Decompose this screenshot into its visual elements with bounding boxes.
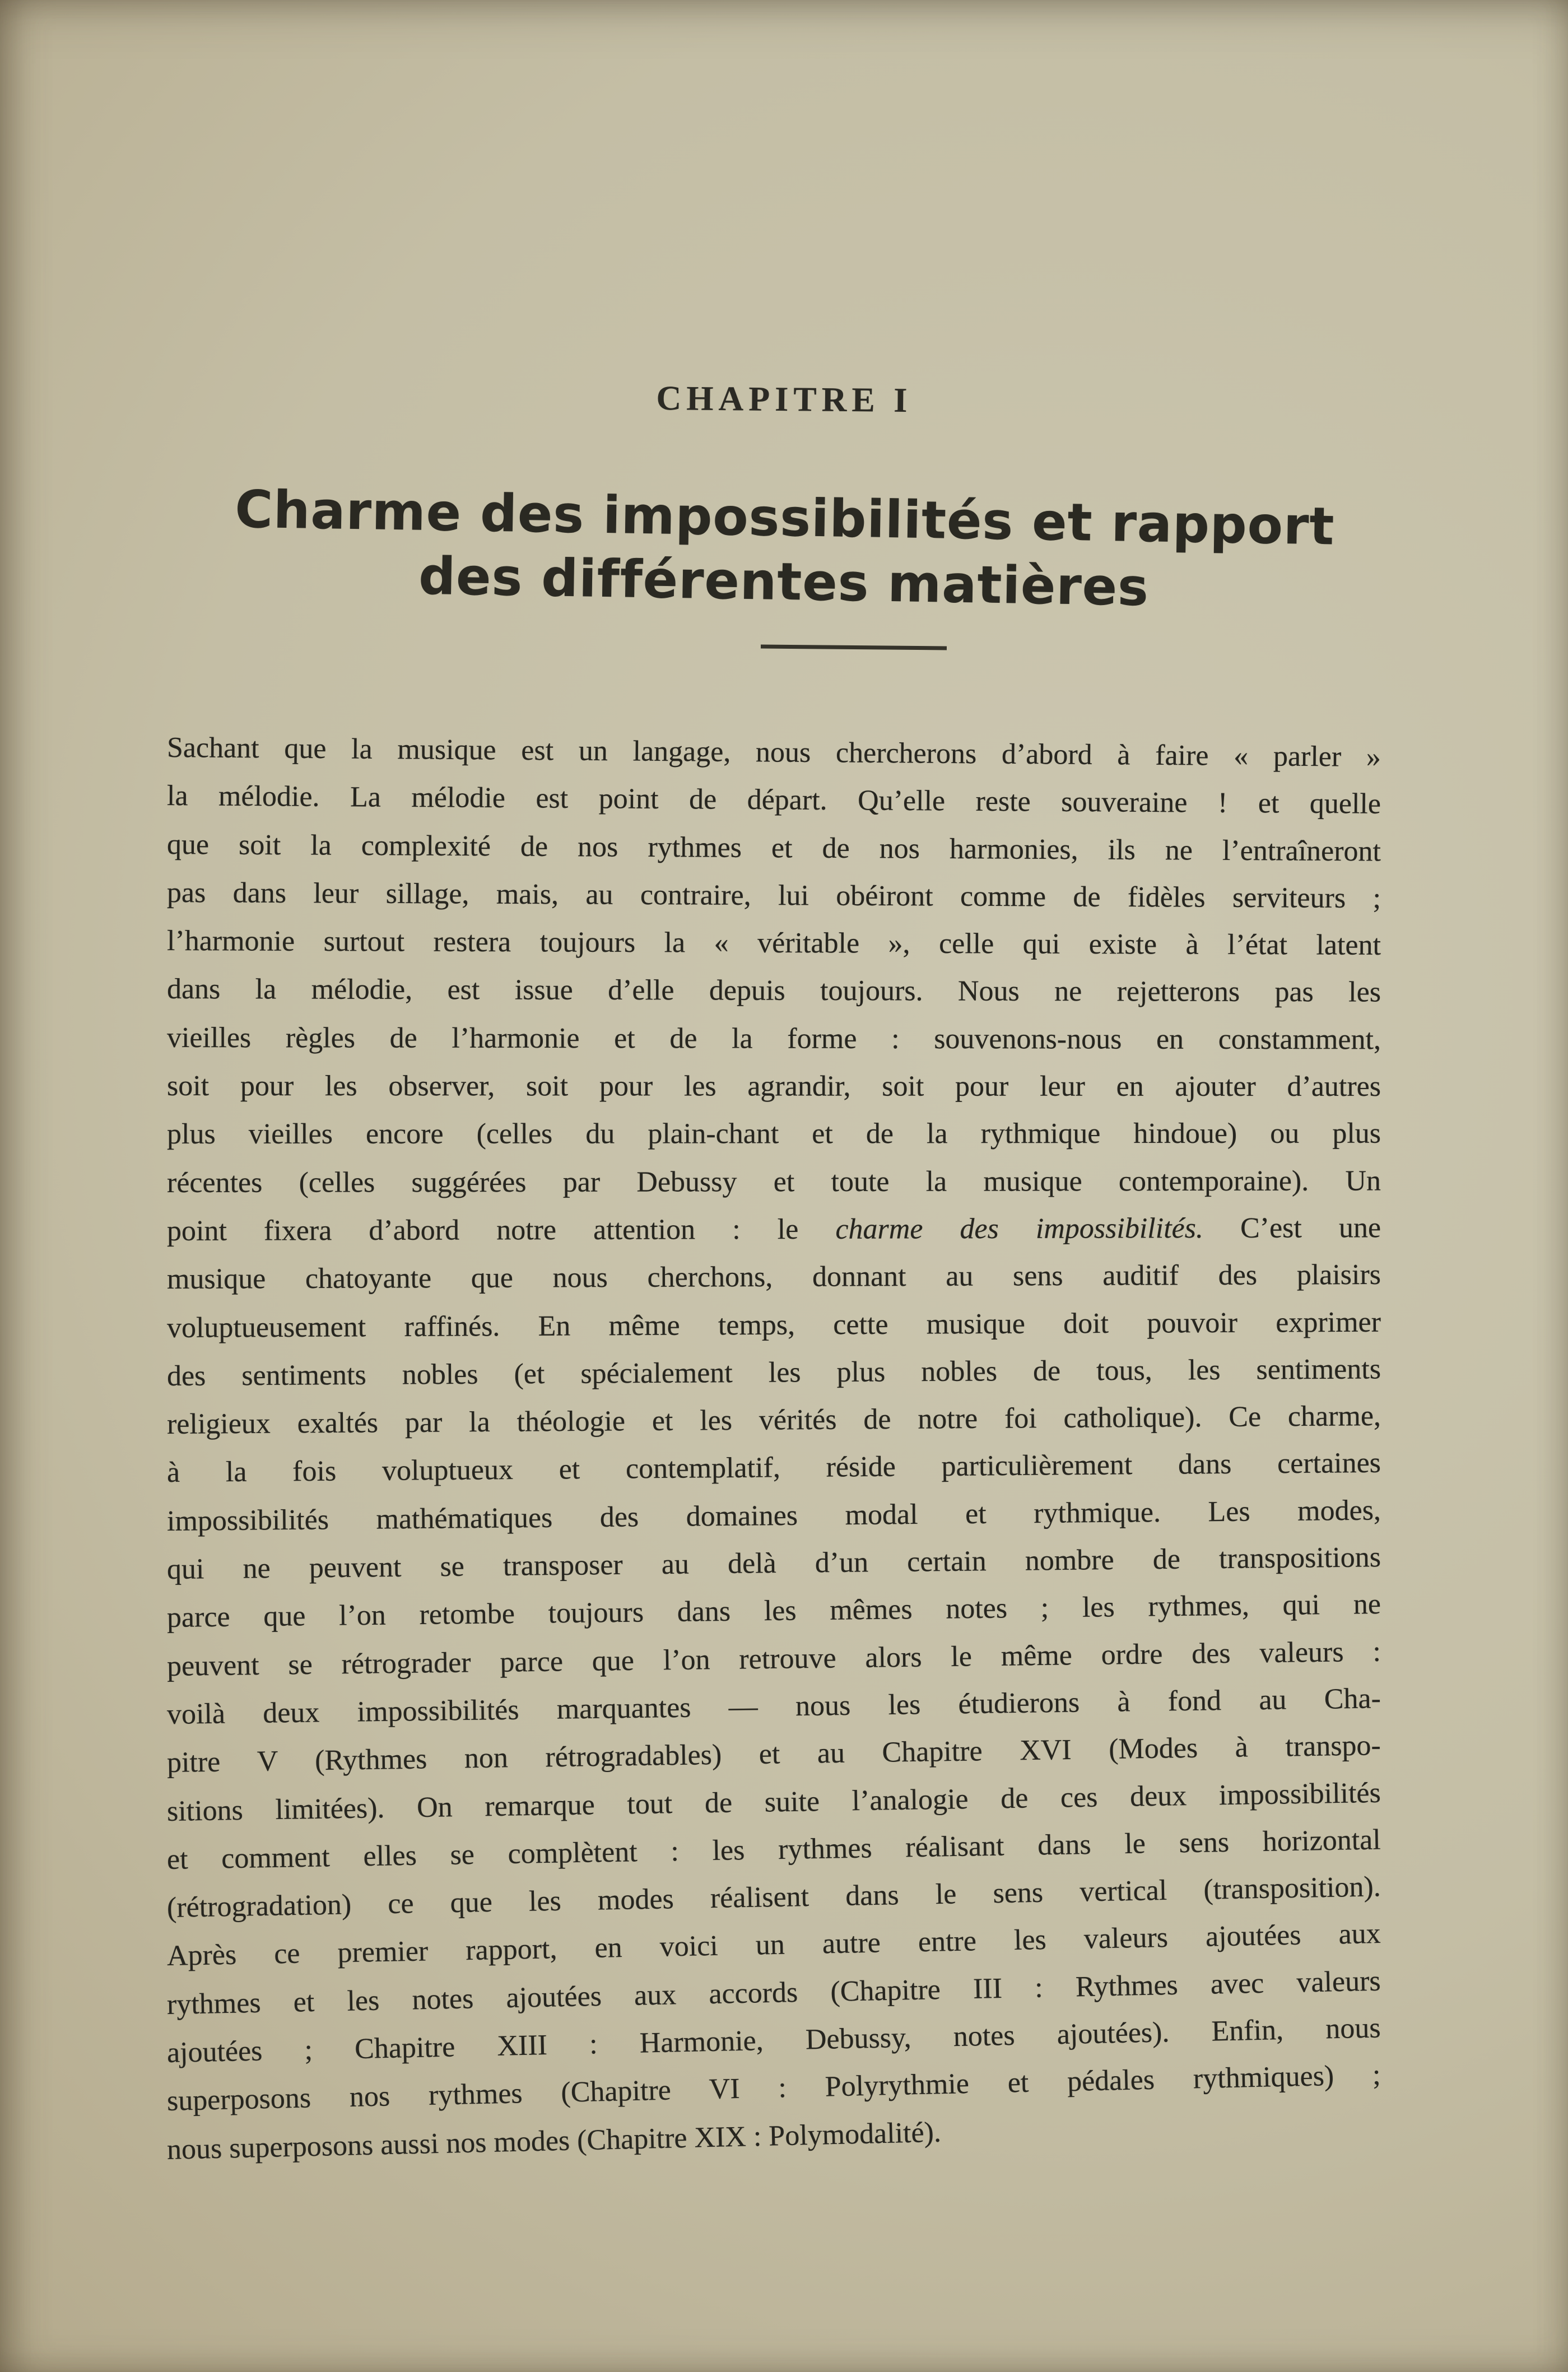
text-segment: à la fois voluptueux et contemplatif, réside particulièrement dans certaines xyxy=(166,1447,1381,1489)
text-segment: ajoutées ; Chapitre XIII : Harmonie, Debussy, notes ajoutées). Enfin, nous xyxy=(166,2012,1381,2069)
text-line xyxy=(167,1204,1381,1255)
text-segment: dans la mélodie, est issue d’elle depuis toujours. Nous ne rejetterons pas les xyxy=(166,973,1381,1009)
text-segment: pitre V (Rythmes non rétrogradables) et au Chapitre XVI (Modes à transpo- xyxy=(166,1729,1381,1779)
text-segment: des sentiments nobles (et spécialement les plus nobles de tous, les sentiments xyxy=(166,1353,1381,1392)
chapter-title-line1: Charme des impossibilités et rapport xyxy=(234,479,1336,557)
chapter-title-line2: des différentes matières xyxy=(418,546,1150,618)
text-segment: peuvent se rétrograder parce que l’on retrouve alors le même ordre des valeurs : xyxy=(166,1635,1381,1682)
text-segment: superposons nos rythmes (Chapitre VI : Polyrythmie et pédales rythmiques) ; xyxy=(166,2059,1381,2118)
text-line xyxy=(167,869,1381,923)
text-line xyxy=(167,965,1381,1017)
text-line xyxy=(167,821,1381,876)
text-segment: religieux exaltés par la théologie et les vérités de notre foi catholique). Ce charme, xyxy=(166,1400,1381,1441)
text-segment: C’est une xyxy=(1203,1212,1381,1245)
text-segment: sitions limitées). On remarque tout de suite l’analogie de ces deux impossibilités xyxy=(166,1776,1381,1827)
text-segment: musique chatoyante que nous cherchons, donnant au sens auditif des plaisirs xyxy=(166,1259,1381,1296)
text-line xyxy=(167,1298,1381,1352)
title-divider-rule xyxy=(761,645,947,650)
text-line xyxy=(167,1014,1381,1064)
text-segment: Après ce premier rapport, en voici un autre entre les valeurs ajoutées aux xyxy=(166,1918,1381,1973)
text-line xyxy=(167,1345,1381,1401)
text-segment: Sachant que la musique est un langage, nous chercherons d’abord à faire « parler » xyxy=(166,732,1381,774)
text-line xyxy=(167,917,1381,970)
text-line xyxy=(167,772,1381,829)
body-paragraph xyxy=(167,724,1381,2174)
text-segment: vieilles règles de l’harmonie et de la forme : souvenons-nous en constamment, xyxy=(166,1021,1381,1056)
text-line xyxy=(167,1110,1381,1159)
text-segment: récentes (celles suggérées par Debussy et toute la musique contemporaine). Un xyxy=(166,1165,1381,1199)
text-segment: voilà deux impossibilités marquantes — nous les étudierons à fond au Cha- xyxy=(166,1682,1381,1731)
text-segment: soit pour les observer, soit pour les agrandir, soit pour leur en ajouter d’autres xyxy=(166,1070,1381,1103)
italic-phrase: charme des impossibilités. xyxy=(835,1212,1203,1245)
text-segment: l’harmonie surtout restera toujours la « véritable », celle qui existe à l’état latent xyxy=(166,925,1381,962)
text-line xyxy=(167,1062,1381,1111)
text-segment: parce que l’on retombe toujours dans les mêmes notes ; les rythmes, qui ne xyxy=(166,1588,1381,1634)
text-segment: pas dans leur sillage, mais, au contraire, lui obéiront comme de fidèles serviteurs ; xyxy=(166,876,1381,915)
text-segment: voluptueusement raffinés. En même temps, cette musique doit pouvoir exprimer xyxy=(166,1306,1381,1344)
text-segment: (rétrogradation) ce que les modes réalisent dans le sens vertical (transposition). xyxy=(166,1871,1381,1924)
text-segment: rythmes et les notes ajoutées aux accords (Chapitre III : Rythmes avec valeurs xyxy=(166,1965,1381,2021)
chapter-title xyxy=(61,475,1507,625)
text-segment: que soit la complexité de nos rythmes et de nos harmonies, ils ne l’entraîneront xyxy=(166,828,1381,868)
text-segment: nous superposons aussi nos modes (Chapitre XIX : Polymodalité). xyxy=(166,2116,942,2166)
text-segment: et comment elles se complètent : les rythmes réalisant dans le sens horizontal xyxy=(166,1824,1381,1876)
text-segment: qui ne peuvent se transposer au delà d’un certain nombre de transpositions xyxy=(166,1541,1381,1586)
text-line xyxy=(167,1157,1381,1207)
text-segment: impossibilités mathématiques des domaines modal et rythmique. Les modes, xyxy=(166,1494,1381,1537)
chapter-heading: CHAPITRE I xyxy=(656,379,913,420)
text-segment: point fixera d’abord notre attention : le xyxy=(166,1213,836,1247)
text-segment: plus vieilles encore (celles du plain-chant et de la rythmique hindoue) ou plus xyxy=(166,1118,1381,1151)
text-line xyxy=(167,1251,1381,1304)
text-segment: la mélodie. La mélodie est point de départ. Qu’elle reste souveraine ! et quelle xyxy=(166,780,1381,821)
